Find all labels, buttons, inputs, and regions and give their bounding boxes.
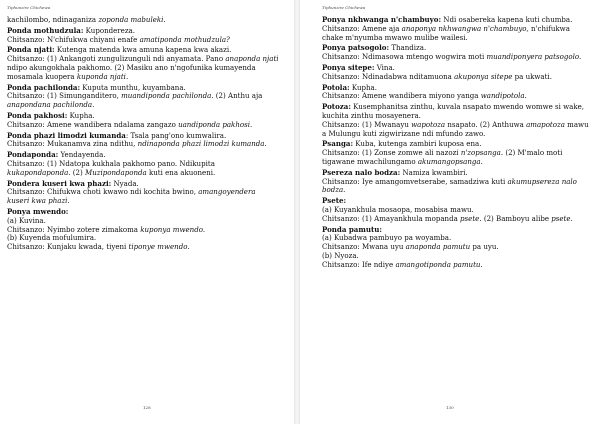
entry-text: (2) Bamboyu alibe: [481, 213, 552, 223]
entry-text: Ndi osabereka kapena kuti chumba.: [441, 15, 573, 24]
entry-text: Yendayenda.: [58, 150, 106, 160]
dictionary-entry: [7, 132, 279, 150]
headword: Ponya patsogolo:: [322, 43, 390, 53]
running-header: Tiphunzire Chichewa: [322, 5, 366, 10]
entry-line: [7, 16, 279, 25]
entry-text: : Tsala pang'ono kumwalira.: [125, 130, 227, 140]
dictionary-entry: [322, 103, 592, 138]
headword: Ponya nkhwanga n'chambuyo:: [322, 15, 442, 24]
entry-line: [322, 121, 592, 139]
example-phrase: amangoyendera kuseri kwa phazi.: [7, 187, 256, 206]
example-phrase: uandiponda pakhosi.: [178, 119, 253, 129]
headword: Pondera kuseri kwa phazi:: [7, 178, 112, 188]
left-page: [0, 0, 294, 424]
headword: Ponda pamutu:: [322, 224, 382, 234]
headword: Psanga:: [322, 139, 354, 149]
dictionary-entry: [322, 44, 592, 62]
entry-text: (a) Kuyankhula mosaopa, mosabisa mawu.: [322, 204, 474, 214]
headword: Ponda mothudzula:: [7, 25, 84, 35]
headword: Ponya sitepe:: [322, 62, 375, 72]
example-phrase: zoponda mabuleki.: [98, 15, 166, 24]
entry-text: nsapato. (2) Anthuwa: [445, 119, 527, 129]
entry-text: Nyada.: [111, 178, 139, 188]
entry-text: (b) Nyoza.: [322, 250, 359, 260]
entry-text: Kuputa munthu, kuyambana.: [80, 82, 186, 92]
dictionary-entry: [7, 27, 279, 45]
dictionary-entry: [7, 180, 279, 206]
entry-text: pa ukwati.: [512, 71, 552, 81]
headword: Potola:: [322, 82, 350, 92]
example-phrase: muandiponda pachilonda.: [121, 91, 214, 101]
example-phrase: kukapondaponda.: [7, 167, 71, 177]
entry-text: Chitsanzo: Amene wandibera miyono yanga: [322, 91, 481, 101]
headword: Psereza nalo bodza:: [322, 167, 401, 177]
example-phrase: anapondana pachilonda.: [7, 100, 95, 110]
entry-text: Kusemphanitsa zinthu, kuvala nsapato mwendo womwe si wake, kuchita zinthu mosayenera.: [322, 102, 585, 120]
entry-text: Chitsanzo: Mukanamva zina ndithu,: [7, 139, 138, 149]
entry-line: [7, 188, 279, 206]
entry-text: (a) Kubadwa pambuyo pa woyamba.: [322, 233, 452, 243]
dictionary-entry: [7, 46, 279, 81]
example-phrase: akumupsereza nalo bodza.: [322, 176, 577, 195]
entry-line: [7, 243, 279, 252]
entry-text: Chitsanzo: Amene wandibera ndalama zangazo: [7, 119, 179, 129]
entry-line: [7, 160, 279, 178]
example-phrase: amapotoza: [526, 119, 565, 129]
entry-text: ndipo akungokhala pakhomo. (2) Masiku ano n'ngofunika kumayenda mosamala kuopera: [7, 62, 256, 81]
entry-line: [7, 140, 279, 149]
dictionary-entry: [322, 84, 592, 102]
dictionary-entry: [322, 64, 592, 82]
running-header: Tiphunzire Chichewa: [7, 5, 51, 10]
entry-line: [322, 53, 592, 62]
dictionary-entries: [7, 16, 279, 254]
entry-text: (2) Anthu aja: [213, 91, 263, 101]
entry-text: n'chifukwa chake m'nyumba mwawo mulibe wailesi.: [322, 23, 570, 42]
entry-line: [322, 261, 592, 270]
example-phrase: Muzipondaponda: [85, 167, 147, 177]
entry-text: (2) M'malo moti tigawane mwachilungamo: [322, 148, 563, 166]
example-phrase: amangotiponda pamutu.: [395, 259, 483, 269]
example-phrase: psete.: [460, 213, 482, 223]
entry-text: kachilombo, ndinaganiza: [7, 15, 99, 24]
entry-text: Chitsanzo: (1) Ndatopa kukhala pakhomo pano. Ndikupita: [7, 158, 215, 168]
entry-text: Chitsanzo: (1) Simunganditero,: [7, 91, 122, 101]
entry-line: [322, 92, 592, 101]
example-phrase: n'zopsanga.: [460, 148, 504, 158]
entry-text: Chitsanzo: Chifukwa choti kwawo ndi kochita bwino,: [7, 187, 199, 197]
headword: Ponda njati:: [7, 45, 55, 55]
dictionary-entry: [322, 226, 592, 270]
entry-text: Kupha.: [67, 110, 95, 120]
dictionary-entry: [7, 16, 279, 25]
example-phrase: psete.: [551, 213, 573, 223]
entry-text: Kutenga matenda kwa amuna kapena kwa akazi.: [54, 45, 232, 55]
dictionary-entry: [322, 169, 592, 195]
entry-line: [322, 178, 592, 196]
example-phrase: anaponda njati: [225, 54, 279, 64]
example-phrase: kuponya mwendo.: [140, 224, 206, 234]
entry-text: pa uyu.: [470, 242, 499, 252]
entry-text: Thandiza.: [389, 43, 427, 53]
entry-text: Namiza kwambiri.: [400, 167, 468, 177]
dictionary-entry: [322, 140, 592, 166]
entry-line: [7, 208, 279, 217]
entry-text: Kuba, kutenga zambiri kuposa ena.: [353, 139, 482, 149]
entry-text: Kupha.: [349, 82, 377, 92]
headword: Ponda pakhosi:: [7, 110, 68, 120]
entry-text: Chitsanzo: Mwana uyu: [322, 242, 406, 252]
entry-line: [322, 243, 592, 252]
entry-line: [322, 25, 592, 43]
entry-text: Kupondereza.: [83, 25, 135, 35]
entry-line: [322, 215, 592, 224]
entry-text: mawu a Mulungu kuti zigwirizane ndi mfundo zawo.: [322, 119, 589, 138]
entry-line: [7, 36, 279, 45]
headword: Ponda pachilonda:: [7, 82, 81, 92]
entry-line: [7, 121, 279, 130]
right-page: [300, 0, 594, 424]
example-phrase: wandipotola.: [480, 91, 527, 101]
dictionary-entry: [7, 151, 279, 177]
example-phrase: anaponya nkhwangwa n'chambuyo,: [401, 23, 529, 33]
example-phrase: muandiponyera patsogolo.: [486, 52, 582, 62]
entry-text: Chitsanzo: Ndinadabwa nditamuona: [322, 71, 455, 81]
entry-text: Chitsanzo: Ndimasowa mtengo wogwira moti: [322, 52, 487, 62]
example-phrase: akuponya sitepe: [454, 71, 513, 81]
dictionary-entry: [7, 208, 279, 252]
example-phrase: wapotoza: [411, 119, 446, 129]
entry-text: Chitsanzo: Amene aja: [322, 23, 402, 33]
entry-text: (b) Kuyenda mofulumira.: [7, 233, 97, 243]
dictionary-entry: [322, 197, 592, 223]
dictionary-entry: [322, 16, 592, 42]
entry-text: Chitsanzo: Iye amangomvetserabe, samadziwa kuti: [322, 176, 508, 186]
entry-line: [7, 92, 279, 110]
entry-text: (2): [70, 167, 85, 177]
entry-text: Chitsanzo: (1) Amayankhula mopanda: [322, 213, 461, 223]
entry-text: Vina.: [374, 62, 395, 72]
entry-line: [322, 103, 592, 121]
entry-text: Chitsanzo: N'chifukwa chiyani enafe: [7, 34, 140, 44]
headword: Pondaponda:: [7, 150, 59, 160]
headword: Ponda phazi limodzi kumanda: [7, 130, 126, 140]
example-phrase: tiponye mwendo.: [128, 242, 190, 252]
entry-line: [322, 73, 592, 82]
entry-text: Chitsanzo: (1) Ankangoti zungulizunguli ndi anyamata. Pano: [7, 54, 226, 64]
dictionary-entries: [322, 16, 592, 272]
entry-text: Chitsanzo: (1) Zonse zomwe ali nazozi: [322, 148, 461, 158]
entry-text: Chitsanzo: (1) Mwanayu: [322, 119, 412, 129]
example-phrase: ndinaponda phazi limodzi kumanda.: [137, 139, 267, 149]
headword: Ponya mwendo:: [7, 206, 69, 216]
entry-text: kuti ena akuoneni.: [146, 167, 216, 177]
entry-text: (a) Kuvina.: [7, 215, 46, 225]
example-phrase: akumangopsanga.: [417, 156, 483, 166]
headword: Psete:: [322, 196, 347, 206]
page-number: 130: [446, 405, 454, 410]
example-phrase: kuponda njati.: [76, 71, 129, 81]
entry-text: Chitsanzo: Nyimbo zotere zimakoma: [7, 224, 141, 234]
page-number: 128: [143, 405, 151, 410]
dictionary-entry: [7, 112, 279, 130]
entry-text: Chitsanzo: Ife ndiye: [322, 259, 396, 269]
entry-line: [322, 149, 592, 167]
dictionary-entry: [7, 84, 279, 110]
entry-text: Chitsanzo: Kunjaku kwada, tiyeni: [7, 242, 129, 252]
example-phrase: anaponda pamutu: [405, 242, 471, 252]
entry-line: [7, 55, 279, 81]
headword: Potoza:: [322, 102, 351, 112]
example-phrase: amatiponda mothudzula?: [139, 34, 230, 44]
